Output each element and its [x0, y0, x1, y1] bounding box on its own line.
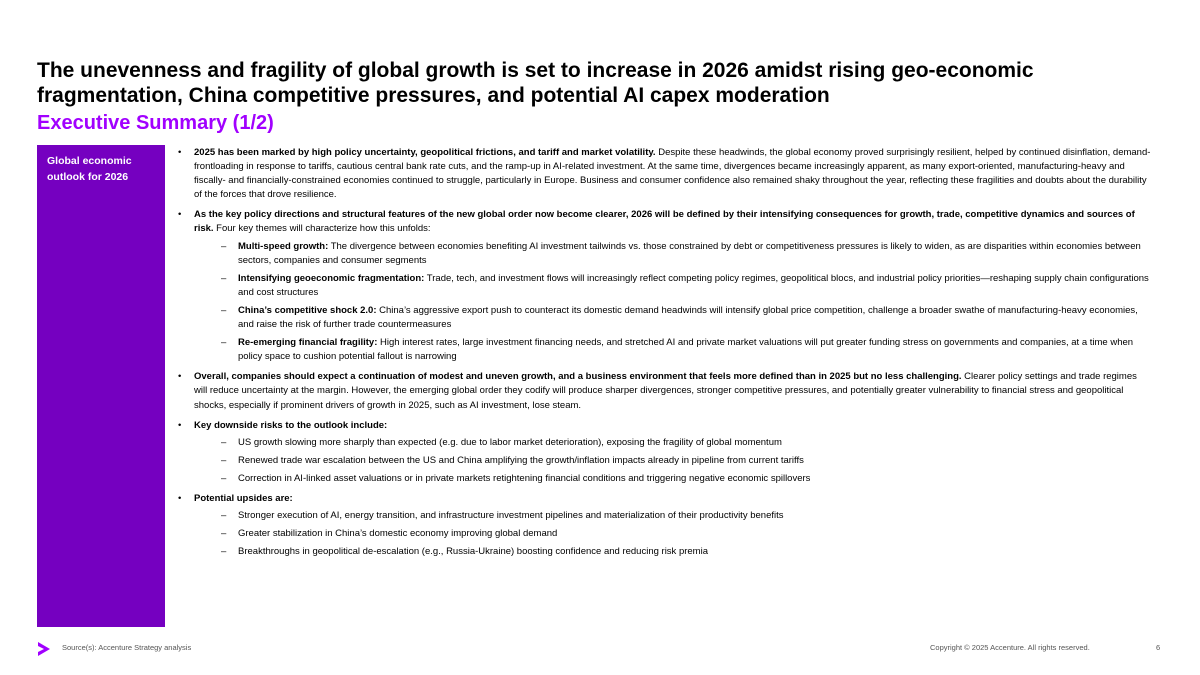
sub-marker: – — [221, 240, 227, 252]
sub-marker: – — [221, 546, 227, 558]
sub-list — [194, 509, 1151, 559]
sub-item — [194, 436, 1151, 450]
sub-text: Trade, tech, and investment flows will increasingly reflect competing policy regimes, geopolitical blocs, and industrial policy priorities—reshaping supply chain configurations and cost structures — [238, 272, 1149, 298]
sub-text: Stronger execution of AI, energy transition, and infrastructure investment pipelines and materialization of their productivity benefits — [238, 510, 784, 522]
footer-copyright: Copyright © 2025 Accenture. All rights reserved. — [930, 643, 1090, 652]
bullet-marker: • — [178, 147, 182, 158]
bullet-marker: • — [178, 492, 182, 504]
sub-text: Breakthroughs in geopolitical de-escalation (e.g., Russia-Ukraine) boosting confidence and reducing risk premia — [238, 546, 708, 558]
sub-marker: – — [221, 528, 227, 540]
bullet-text: Four key themes will characterize how this unfolds: — [213, 223, 431, 235]
sub-text: Correction in AI-linked asset valuations or in private markets retightening financial conditions and triggering negative economic spillovers — [238, 472, 811, 484]
sub-marker: – — [221, 472, 227, 484]
sub-text: China’s aggressive export push to counteract its domestic demand headwinds will intensify global price competition, challenge a broader swathe of manufacturing-heavy economies, and raise the risk of further trade countermeasures — [238, 304, 1138, 331]
bullet-heading: Key downside risks to the outlook include: — [194, 419, 388, 431]
bullet-item — [176, 492, 1151, 559]
sidebar-label: Global economic outlook for 2026 — [47, 155, 132, 183]
bullet-heading: As the key policy directions and structural features of the new global order now become clearer, 2026 will be defined by their intensifying consequences for growth, trade, competitive dynamics and sources of risk. — [194, 209, 1135, 235]
sub-item — [194, 545, 1151, 559]
bullet-marker: • — [178, 209, 182, 221]
bullet-heading: 2025 has been marked by high policy uncertainty, geopolitical frictions, and tariff and market volatility. — [194, 147, 656, 158]
sub-text: The divergence between economies benefiting AI investment tailwinds vs. those constrained by debt or competitiveness pressures is likely to widen, as are disparities within economies between sectors, companies and consumer segments — [238, 240, 1141, 266]
sub-marker: – — [221, 454, 227, 466]
sub-heading: Intensifying geoeconomic fragmentation: — [238, 272, 425, 284]
bullet-item — [176, 208, 1151, 364]
sub-list — [194, 240, 1151, 365]
sub-item — [194, 304, 1151, 332]
sub-item — [194, 336, 1151, 364]
page-title: The unevenness and fragility of global growth is set to increase in 2026 amidst rising geo-economic fragmentation, China competitive pressures, and potential AI capex moderation — [37, 59, 1034, 107]
bullet-item — [176, 370, 1151, 412]
sub-list — [194, 436, 1151, 486]
sub-item — [194, 527, 1151, 541]
sub-item — [194, 272, 1151, 300]
bullet-heading: Overall, companies should expect a continuation of modest and uneven growth, and a business environment that feels more defined than in 2025 but no less challenging. — [194, 371, 962, 383]
accenture-logo-icon — [37, 641, 51, 657]
footer-source: Source(s): Accenture Strategy analysis — [62, 643, 192, 652]
page-subtitle: Executive Summary (1/2) — [37, 112, 274, 134]
sub-item — [194, 472, 1151, 486]
bullet-marker: • — [178, 419, 182, 431]
sub-item — [194, 240, 1151, 268]
bullet-item — [176, 146, 1151, 202]
summary-content — [176, 146, 1151, 565]
sub-text: US growth slowing more sharply than expected (e.g. due to labor market deterioration), exposing the fragility of global momentum — [238, 436, 782, 448]
sub-marker: – — [221, 510, 227, 522]
sub-item — [194, 509, 1151, 523]
sub-heading: Multi-speed growth: — [238, 240, 329, 252]
sidebar-panel — [37, 145, 165, 627]
sub-heading: Re-emerging financial fragility: — [238, 337, 378, 349]
sub-item — [194, 454, 1151, 468]
page-number: 6 — [1156, 643, 1161, 652]
sub-text: High interest rates, large investment financing needs, and stretched AI and private market valuations will put greater funding stress on governments and companies, at a time when policy space to cushion potential fallout is narrowing — [238, 337, 1134, 363]
sub-heading: China’s competitive shock 2.0: — [238, 304, 377, 316]
sub-marker: – — [221, 304, 227, 316]
bullet-heading: Potential upsides are: — [194, 492, 293, 504]
sub-text: Greater stabilization in China’s domestic economy improving global demand — [238, 528, 558, 540]
bullet-text: Clearer policy settings and trade regimes will reduce uncertainty at the margin. However, the emerging global order they codify will produce sharper divergences, stronger competitive pressures, and potentially greater vulnerability to financial stress and geopolitical shocks, especially if prominent drivers of growth in 2025, such as AI investment, lose steam. — [194, 371, 1137, 411]
bullet-marker: • — [178, 371, 182, 383]
bullet-item — [176, 419, 1151, 486]
sub-marker: – — [221, 337, 227, 349]
sub-marker: – — [221, 272, 227, 284]
sub-text: Renewed trade war escalation between the US and China amplifying the growth/inflation impacts already in pipeline from current tariffs — [238, 454, 804, 466]
bullet-text: Despite these headwinds, the global economy proved surprisingly resilient, helped by continued disinflation, demand-frontloading in response to tariffs, cautious central bank rate cuts, and the ramp-up in AI-related investment. At the same time, divergences became increasingly apparent, as many export-oriented, manufacturing-heavy and fiscally- and financially-constrained economies continued to struggle, particularly in Europe. Business and consumer confidence also remained shaky throughout the year, reflecting these fragilities and doubts about the durability of the forces that drove resilience. — [194, 147, 1151, 201]
sub-marker: – — [221, 436, 227, 448]
